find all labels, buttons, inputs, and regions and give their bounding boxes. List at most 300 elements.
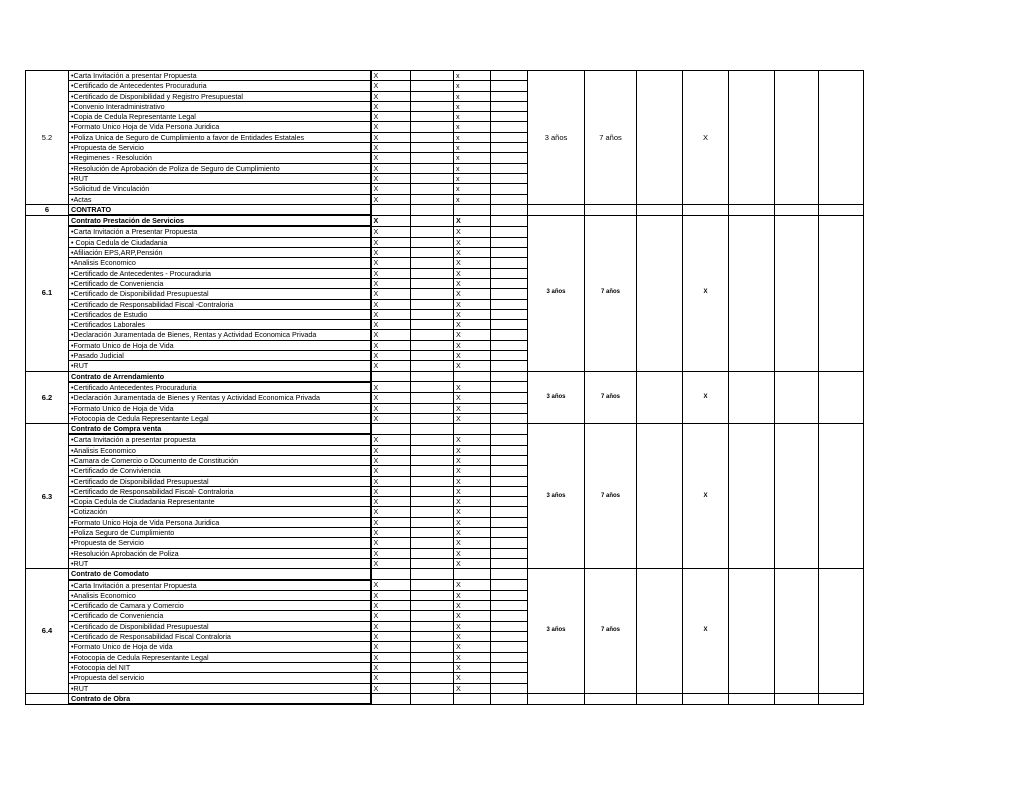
empty-cell — [411, 194, 454, 204]
empty-cell — [491, 194, 528, 204]
empty-cell — [411, 434, 454, 445]
mark-cell: X — [371, 71, 411, 81]
document-item: •Certificados de Estudio — [69, 309, 371, 319]
empty-cell — [775, 204, 819, 215]
mark-cell: X — [371, 173, 411, 183]
subsection-title-row — [26, 693, 864, 704]
mark-cell: X — [371, 413, 411, 423]
document-item: •Formato Unico Hoja de Vida Persona Juridica — [69, 122, 371, 132]
mark-cell: X — [371, 632, 411, 642]
empty-cell — [411, 258, 454, 268]
empty-cell — [491, 153, 528, 163]
document-item: •Certificado de Disponibilidad y Registro Presupuestal — [69, 91, 371, 101]
empty-cell — [491, 81, 528, 91]
section-code: 6.2 — [26, 371, 69, 423]
section-code: 6 — [26, 204, 69, 215]
document-item: •Afiliación EPS,ARP,Pensión — [69, 248, 371, 258]
mark-cell: X — [454, 466, 491, 476]
empty-cell — [411, 393, 454, 403]
empty-cell — [411, 413, 454, 423]
document-item: •Resolución Aprobación de Poliza — [69, 548, 371, 558]
document-item: •Poliza Seguro de Cumplimiento — [69, 528, 371, 538]
document-item: •Carta Invitación a presentar Propuesta — [69, 71, 371, 81]
empty-cell — [411, 101, 454, 111]
empty-cell — [491, 351, 528, 361]
empty-cell — [411, 371, 454, 382]
subsection-title-row — [26, 569, 864, 580]
mark-cell: X — [371, 278, 411, 288]
empty-cell — [491, 466, 528, 476]
mark-cell: X — [454, 330, 491, 340]
document-item: •Propuesta de Servicio — [69, 143, 371, 153]
mark-cell: X — [454, 361, 491, 371]
empty-cell — [491, 517, 528, 527]
empty-cell — [491, 71, 528, 81]
empty-cell — [491, 652, 528, 662]
mark-cell: x — [454, 153, 491, 163]
document-item: •Carta Invitación a Presentar Propuesta — [69, 226, 371, 237]
document-item: •Certificado de Conviviencia — [69, 466, 371, 476]
empty-cell — [411, 693, 454, 704]
mark-cell: X — [371, 455, 411, 465]
empty-cell — [491, 237, 528, 247]
empty-cell — [454, 204, 491, 215]
mark-cell: x — [454, 122, 491, 132]
document-item: •Certificado de Antecedentes - Procuraduria — [69, 268, 371, 278]
mark-cell — [454, 424, 491, 435]
empty-cell — [491, 289, 528, 299]
empty-cell — [411, 112, 454, 122]
mark-cell: X — [371, 289, 411, 299]
document-item: •Cotización — [69, 507, 371, 517]
mark-cell: X — [371, 517, 411, 527]
empty-cell — [491, 455, 528, 465]
mark-cell: X — [454, 632, 491, 642]
empty-cell — [491, 476, 528, 486]
document-item: •Fotocopia de Cedula Representante Legal — [69, 652, 371, 662]
empty-cell — [411, 673, 454, 683]
mark-cell: X — [371, 558, 411, 568]
empty-cell — [528, 204, 585, 215]
empty-cell — [411, 143, 454, 153]
empty-cell — [411, 184, 454, 194]
mark-cell: X — [454, 445, 491, 455]
mark-cell: X — [454, 351, 491, 361]
mark-cell: X — [371, 268, 411, 278]
document-item: •Declaración Juramentada de Bienes, Rentas y Actividad Economica Privada — [69, 330, 371, 340]
empty-cell — [411, 204, 454, 215]
empty-cell — [411, 558, 454, 568]
empty-cell — [637, 204, 683, 215]
mark-cell: X — [454, 580, 491, 591]
empty-cell — [491, 132, 528, 142]
empty-cell — [411, 403, 454, 413]
empty-cell — [491, 445, 528, 455]
empty-cell — [411, 652, 454, 662]
document-item: •Fotocopia del NIT — [69, 662, 371, 672]
subsection-title: Contrato de Compra venta — [69, 424, 371, 435]
empty-cell — [411, 330, 454, 340]
empty-cell — [411, 237, 454, 247]
empty-cell — [528, 693, 585, 704]
document-item: •Certificados Laborales — [69, 320, 371, 330]
empty-cell — [491, 558, 528, 568]
mark-cell: x — [454, 91, 491, 101]
mark-cell: X — [454, 642, 491, 652]
empty-cell — [491, 393, 528, 403]
mark-cell: X — [454, 601, 491, 611]
mark-cell: x — [454, 112, 491, 122]
empty-cell — [775, 215, 819, 371]
empty-cell — [491, 590, 528, 600]
mark-cell: X — [371, 163, 411, 173]
empty-cell — [411, 299, 454, 309]
mark-cell: X — [454, 590, 491, 600]
mark-cell: X — [371, 91, 411, 101]
subsection-title: Contrato Prestación de Servicios — [69, 215, 371, 226]
mark-cell: X — [454, 226, 491, 237]
empty-cell — [411, 486, 454, 496]
mark-cell: X — [454, 673, 491, 683]
document-item: •Carta Invitación a presentar propuesta — [69, 434, 371, 445]
mark-cell — [371, 569, 411, 580]
retention-management: 3 años — [528, 371, 585, 423]
mark-cell: X — [454, 486, 491, 496]
empty-cell — [775, 424, 819, 569]
mark-cell: X — [371, 528, 411, 538]
mark-cell: X — [371, 466, 411, 476]
empty-cell — [819, 693, 864, 704]
document-item: •RUT — [69, 361, 371, 371]
empty-cell — [491, 268, 528, 278]
empty-cell — [411, 632, 454, 642]
document-item: •Analisis Economico — [69, 590, 371, 600]
empty-cell — [491, 413, 528, 423]
mark-cell: X — [454, 248, 491, 258]
empty-cell — [411, 248, 454, 258]
retention-management: 3 años — [528, 71, 585, 205]
mark-cell: X — [371, 580, 411, 591]
document-item: •Certificado de Conveniencia — [69, 611, 371, 621]
empty-cell — [729, 569, 775, 694]
empty-cell — [729, 371, 775, 423]
mark-cell: X — [371, 184, 411, 194]
empty-cell — [491, 173, 528, 183]
empty-cell — [491, 112, 528, 122]
empty-cell — [411, 455, 454, 465]
mark-cell — [371, 424, 411, 435]
mark-cell: X — [454, 558, 491, 568]
empty-cell — [411, 132, 454, 142]
empty-cell — [491, 486, 528, 496]
mark-cell: X — [454, 662, 491, 672]
mark-cell — [454, 569, 491, 580]
document-item: •Certificado de Responsabilidad Fiscal -Contraloria — [69, 299, 371, 309]
retention-table — [25, 70, 864, 705]
section-header-title: CONTRATO — [69, 204, 371, 215]
empty-cell — [491, 371, 528, 382]
mark-cell: x — [454, 101, 491, 111]
empty-cell — [491, 215, 528, 226]
mark-cell: X — [371, 662, 411, 672]
mark-cell: X — [454, 382, 491, 393]
document-item: •Formato Unico Hoja de Vida Persona Juridica — [69, 517, 371, 527]
empty-cell — [775, 71, 819, 205]
empty-cell — [491, 693, 528, 704]
empty-cell — [683, 204, 729, 215]
retention-management: 3 años — [528, 215, 585, 371]
empty-cell — [411, 122, 454, 132]
mark-cell: X — [454, 413, 491, 423]
document-item: •Camara de Comercio o Documento de Constitución — [69, 455, 371, 465]
empty-cell — [491, 340, 528, 350]
empty-cell — [491, 122, 528, 132]
empty-cell — [411, 173, 454, 183]
empty-cell — [491, 91, 528, 101]
mark-cell: X — [371, 611, 411, 621]
empty-cell — [775, 569, 819, 694]
mark-cell: X — [371, 683, 411, 693]
empty-cell — [491, 299, 528, 309]
empty-cell — [411, 424, 454, 435]
document-item: •Certificado de Disponibilidad Presupuestal — [69, 289, 371, 299]
empty-cell — [729, 71, 775, 205]
empty-cell — [491, 309, 528, 319]
empty-cell — [411, 382, 454, 393]
document-item: •Copia de Cedula Representante Legal — [69, 112, 371, 122]
document-item: •Formato Unico de Hoja de vida — [69, 642, 371, 652]
empty-cell — [411, 289, 454, 299]
empty-cell — [411, 466, 454, 476]
mark-cell: X — [371, 382, 411, 393]
empty-cell — [491, 611, 528, 621]
empty-cell — [491, 278, 528, 288]
empty-cell — [491, 621, 528, 631]
mark-cell: X — [454, 652, 491, 662]
mark-cell: X — [454, 507, 491, 517]
empty-cell — [491, 382, 528, 393]
mark-cell: X — [371, 132, 411, 142]
retention-table-sheet — [25, 70, 818, 705]
empty-cell — [491, 258, 528, 268]
empty-cell — [411, 611, 454, 621]
mark-cell: X — [371, 143, 411, 153]
final-disposition-mark: X — [683, 215, 729, 371]
mark-cell: X — [371, 497, 411, 507]
document-item: •Propuesta de Servicio — [69, 538, 371, 548]
empty-cell — [491, 101, 528, 111]
mark-cell: X — [454, 497, 491, 507]
empty-cell — [411, 81, 454, 91]
document-item: •Copia Cedula de Ciudadania Representante — [69, 497, 371, 507]
document-item: •RUT — [69, 558, 371, 568]
section-code: 6.3 — [26, 424, 69, 569]
document-item: •Analisis Economico — [69, 258, 371, 268]
document-item: •Pasado Judicial — [69, 351, 371, 361]
mark-cell: X — [371, 330, 411, 340]
mark-cell: x — [454, 143, 491, 153]
document-item: •Certificado de Disponibilidad Presupuestal — [69, 476, 371, 486]
mark-cell: X — [371, 548, 411, 558]
section-header-row — [26, 204, 864, 215]
document-item: •Solicitud de Vinculación — [69, 184, 371, 194]
empty-cell — [491, 330, 528, 340]
document-item: •Certificado de Disponibilidad Presupuestal — [69, 621, 371, 631]
mark-cell: X — [454, 548, 491, 558]
section-code: 5.2 — [26, 71, 69, 205]
mark-cell: X — [454, 309, 491, 319]
empty-cell — [729, 424, 775, 569]
mark-cell: X — [371, 351, 411, 361]
empty-cell — [411, 642, 454, 652]
empty-cell — [491, 226, 528, 237]
empty-cell — [491, 320, 528, 330]
empty-cell — [411, 340, 454, 350]
mark-cell: X — [454, 683, 491, 693]
mark-cell: X — [454, 403, 491, 413]
empty-cell — [637, 215, 683, 371]
mark-cell: X — [371, 299, 411, 309]
document-item: •Certificado Antecedentes Procuraduria — [69, 382, 371, 393]
empty-cell — [411, 309, 454, 319]
empty-cell — [411, 683, 454, 693]
document-item: •Certificado de Responsabilidad Fiscal- Contraloria — [69, 486, 371, 496]
mark-cell: X — [371, 590, 411, 600]
empty-cell — [585, 204, 637, 215]
final-disposition-mark: X — [683, 424, 729, 569]
empty-cell — [491, 632, 528, 642]
empty-cell — [491, 673, 528, 683]
mark-cell: X — [371, 320, 411, 330]
empty-cell — [491, 497, 528, 507]
empty-cell — [371, 204, 411, 215]
document-item: •Certificado de Responsabilidad Fiscal Contraloria — [69, 632, 371, 642]
mark-cell: X — [454, 393, 491, 403]
mark-cell: x — [454, 132, 491, 142]
empty-cell — [819, 71, 864, 205]
empty-cell — [491, 601, 528, 611]
mark-cell: X — [371, 361, 411, 371]
empty-cell — [491, 361, 528, 371]
mark-cell: X — [371, 112, 411, 122]
empty-cell — [411, 662, 454, 672]
mark-cell: X — [454, 434, 491, 445]
empty-cell — [819, 215, 864, 371]
retention-management: 3 años — [528, 569, 585, 694]
section-code: 6.4 — [26, 569, 69, 694]
mark-cell: X — [371, 601, 411, 611]
mark-cell: X — [371, 226, 411, 237]
empty-cell — [411, 528, 454, 538]
mark-cell: X — [371, 621, 411, 631]
retention-central: 7 años — [585, 371, 637, 423]
mark-cell: X — [371, 673, 411, 683]
subsection-title-row — [26, 215, 864, 226]
empty-cell — [411, 278, 454, 288]
empty-cell — [411, 538, 454, 548]
mark-cell: X — [371, 403, 411, 413]
document-item: •RUT — [69, 173, 371, 183]
final-disposition-mark: X — [683, 71, 729, 205]
mark-cell: X — [454, 268, 491, 278]
final-disposition-mark: X — [683, 569, 729, 694]
mark-cell: x — [454, 194, 491, 204]
mark-cell: X — [371, 153, 411, 163]
mark-cell: X — [371, 445, 411, 455]
mark-cell: X — [454, 215, 491, 226]
retention-central: 7 años — [585, 71, 637, 205]
document-item: •Fotocopia de Cedula Representante Legal — [69, 413, 371, 423]
mark-cell: X — [371, 258, 411, 268]
mark-cell: X — [454, 611, 491, 621]
mark-cell: X — [454, 320, 491, 330]
mark-cell: X — [371, 393, 411, 403]
document-item: •Propuesta del servicio — [69, 673, 371, 683]
empty-cell — [411, 476, 454, 486]
empty-cell — [411, 580, 454, 591]
empty-cell — [411, 497, 454, 507]
mark-cell: X — [454, 289, 491, 299]
empty-cell — [411, 163, 454, 173]
mark-cell: X — [454, 258, 491, 268]
mark-cell: X — [371, 248, 411, 258]
section-code — [26, 693, 69, 704]
empty-cell — [491, 163, 528, 173]
document-item: • Copia Cedula de Ciudadania — [69, 237, 371, 247]
empty-cell — [411, 215, 454, 226]
mark-cell: X — [371, 642, 411, 652]
empty-cell — [411, 569, 454, 580]
empty-cell — [411, 71, 454, 81]
mark-cell: X — [371, 434, 411, 445]
subsection-title: Contrato de Obra — [69, 693, 371, 704]
empty-cell — [637, 71, 683, 205]
mark-cell: X — [454, 299, 491, 309]
empty-cell — [491, 528, 528, 538]
mark-cell: X — [371, 122, 411, 132]
document-item: •Regimenes - Resolución — [69, 153, 371, 163]
empty-cell — [454, 693, 491, 704]
mark-cell: x — [454, 173, 491, 183]
mark-cell: X — [371, 486, 411, 496]
mark-cell: X — [454, 528, 491, 538]
mark-cell: X — [454, 340, 491, 350]
document-item: •Actas — [69, 194, 371, 204]
empty-cell — [411, 507, 454, 517]
empty-cell — [411, 351, 454, 361]
mark-cell: X — [454, 621, 491, 631]
mark-cell: x — [454, 163, 491, 173]
empty-cell — [729, 693, 775, 704]
mark-cell: X — [454, 455, 491, 465]
empty-cell — [491, 424, 528, 435]
empty-cell — [411, 268, 454, 278]
subsection-title: Contrato de Comodato — [69, 569, 371, 580]
empty-cell — [775, 693, 819, 704]
empty-cell — [491, 580, 528, 591]
mark-cell — [454, 371, 491, 382]
table-row — [26, 71, 864, 81]
retention-central: 7 años — [585, 424, 637, 569]
empty-cell — [491, 642, 528, 652]
empty-cell — [491, 538, 528, 548]
document-item: •Certificado de Antecedentes Procuraduria — [69, 81, 371, 91]
document-item: •Poliza Unica de Seguro de Cumplimiento a favor de Entidades Estatales — [69, 132, 371, 142]
document-item: •Declaración Juramentada de Bienes y Rentas y Actividad Economica Privada — [69, 393, 371, 403]
empty-cell — [819, 204, 864, 215]
empty-cell — [491, 143, 528, 153]
mark-cell: X — [371, 215, 411, 226]
